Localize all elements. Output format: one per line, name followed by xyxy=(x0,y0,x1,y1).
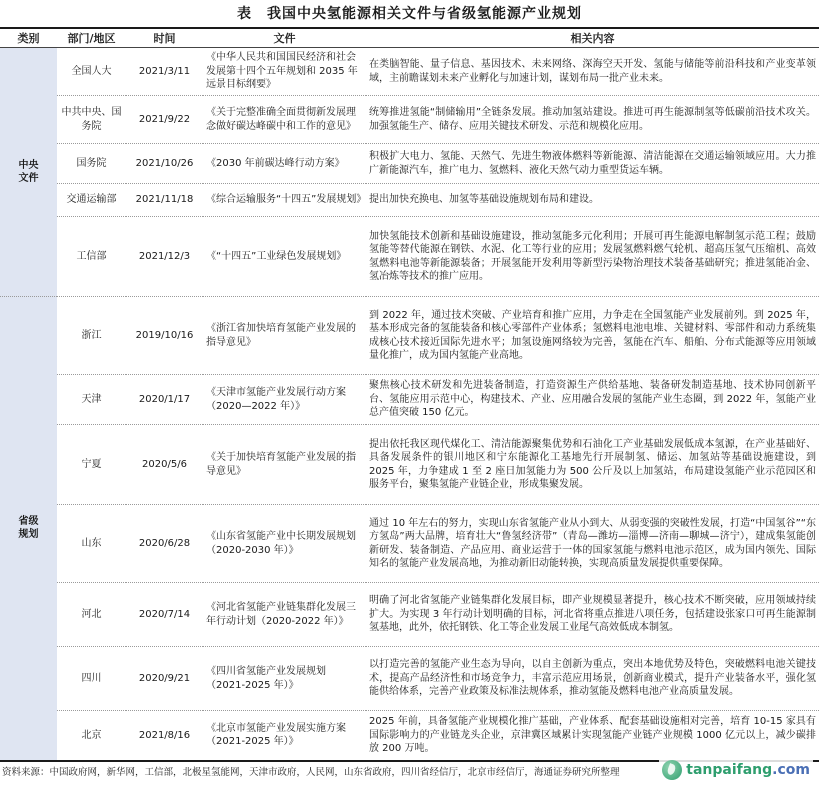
content-cell: 通过 10 年左右的努力，实现山东省氢能产业从小到大、从弱变强的突破性发展，打造“中国氢谷”“东方氢岛”两大品牌，培育壮大“鲁氢经济带”（青岛—潍坊—淄博—济南—聊城—济宁），建成集氢能创新研发、装备制造、产品应用、商业运营于一体的国家氢能与燃料电池示范区，成为国内领先、国际知名的氢能产业发展高地，为推动新旧动能转换，实现高质量发展提供重要保障。 xyxy=(366,505,819,583)
table-row xyxy=(0,144,819,184)
date-cell: 2019/10/16 xyxy=(126,297,203,375)
date-cell: 2021/9/22 xyxy=(126,96,203,144)
content-cell: 到 2022 年，通过技术突破、产业培育和推广应用，力争走在全国氢能产业发展前列。到 2025 年，基本形成完备的氢能装备和核心零部件产业体系；氢燃料电池电堆、关键材料、零部件和动力系统集成核心技术接近国际先进水平；加氢设施网络较为完善，氢能在汽车、船舶、分布式能源等应用领域量化推广，成为国内氢能产业高地。 xyxy=(366,297,819,375)
region-cell: 宁夏 xyxy=(57,425,126,505)
content-cell: 提出依托我区现代煤化工、清洁能源聚集优势和石油化工产业基础发展低成本氢源，在产业基础好、具备发展条件的银川地区和宁东能源化工基地先行开展制氢、储运、加氢站等基础设施建设，到 2025 年，力争建成 1 至 2 座日加氢能力为 500 公斤及以上加氢站，布局建设氢能产业示范园区和服务平台，聚集氢能产业链企业，形成集聚发展。 xyxy=(366,425,819,505)
leaf-logo-icon xyxy=(662,760,682,780)
date-cell: 2020/6/28 xyxy=(126,505,203,583)
table-row xyxy=(0,217,819,297)
category-provincial: 省级 规划 xyxy=(0,297,57,761)
date-cell: 2020/7/14 xyxy=(126,583,203,647)
document-cell: 《关于加快培育氢能产业发展的指导意见》 xyxy=(203,425,366,505)
watermark xyxy=(659,758,813,782)
document-cell: 《天津市氢能产业发展行动方案（2020—2022 年）》 xyxy=(203,375,366,425)
region-cell: 中共中央、国务院 xyxy=(57,96,126,144)
header-document: 文件 xyxy=(203,28,366,48)
document-cell: 《“十四五”工业绿色发展规划》 xyxy=(203,217,366,297)
category-central: 中央 文件 xyxy=(0,48,57,297)
watermark-domain: .com xyxy=(772,762,810,778)
watermark-main: tanpaifang xyxy=(686,762,773,778)
region-cell: 北京 xyxy=(57,711,126,761)
document-cell: 《关于完整准确全面贯彻新发展理念做好碳达峰碳中和工作的意见》 xyxy=(203,96,366,144)
date-cell: 2021/8/16 xyxy=(126,711,203,761)
date-cell: 2020/1/17 xyxy=(126,375,203,425)
content-cell: 统筹推进氢能“制储输用”全链条发展。推动加氢站建设。推进可再生能源制氢等低碳前沿技术攻关。加强氢能生产、储存、应用关键技术研发、示范和规模化应用。 xyxy=(366,96,819,144)
table-title: 表 我国中央氢能源相关文件与省级氢能源产业规划 xyxy=(237,6,582,22)
table-row xyxy=(0,505,819,583)
document-cell: 《四川省氢能产业发展规划（2021-2025 年）》 xyxy=(203,647,366,711)
table-row xyxy=(0,375,819,425)
content-cell: 提出加快充换电、加氢等基础设施规划布局和建设。 xyxy=(366,184,819,217)
document-cell: 《中华人民共和国国民经济和社会发展第十四个五年规划和 2035 年远景目标纲要》 xyxy=(203,48,366,96)
header-category: 类别 xyxy=(0,28,57,48)
region-cell: 河北 xyxy=(57,583,126,647)
date-cell: 2021/10/26 xyxy=(126,144,203,184)
date-cell: 2020/9/21 xyxy=(126,647,203,711)
table-row xyxy=(0,425,819,505)
region-cell: 山东 xyxy=(57,505,126,583)
region-cell: 国务院 xyxy=(57,144,126,184)
document-cell: 《综合运输服务“十四五”发展规划》 xyxy=(203,184,366,217)
region-cell: 浙江 xyxy=(57,297,126,375)
date-cell: 2020/5/6 xyxy=(126,425,203,505)
date-cell: 2021/11/18 xyxy=(126,184,203,217)
region-cell: 交通运输部 xyxy=(57,184,126,217)
content-cell: 聚焦核心技术研发和先进装备制造，打造资源生产供给基地、装备研发制造基地、技术协同创新平台、氢能应用示范中心，构建技术、产业、应用融合发展的氢能产业生态圈，到 2022 年，氢能产业总产值突破 150 亿元。 xyxy=(366,375,819,425)
table-row xyxy=(0,297,819,375)
region-cell: 工信部 xyxy=(57,217,126,297)
document-cell: 《山东省氢能产业中长期发展规划（2020-2030 年）》 xyxy=(203,505,366,583)
table-row xyxy=(0,711,819,761)
region-cell: 天津 xyxy=(57,375,126,425)
region-cell: 全国人大 xyxy=(57,48,126,96)
document-cell: 《河北省氢能产业链集群化发展三年行动计划（2020-2022 年）》 xyxy=(203,583,366,647)
header-region: 部门/地区 xyxy=(57,28,126,48)
table-row xyxy=(0,48,819,96)
table-row xyxy=(0,96,819,144)
date-cell: 2021/12/3 xyxy=(126,217,203,297)
content-cell: 加快氢能技术创新和基础设施建设，推动氢能多元化利用；开展可再生能源电解制氢示范工程；鼓励氢能等替代能源在钢铁、水泥、化工等行业的应用；发展氢燃料燃气轮机、超高压氢气压缩机、高效氢燃料电池等新能源装备；开展氢能开发利用等新型污染物治理技术装备基础研究；推进氢能冶金、氢冶炼等技术的推广应用。 xyxy=(366,217,819,297)
table-row xyxy=(0,184,819,217)
header-date: 时间 xyxy=(126,28,203,48)
content-cell: 在类脑智能、量子信息、基因技术、未来网络、深海空天开发、氢能与储能等前沿科技和产业变革领域，主前瞻谋划未来产业孵化与加速计划，谋划布局一批产业未来。 xyxy=(366,48,819,96)
document-cell: 《北京市氢能产业发展实施方案（2021-2025 年）》 xyxy=(203,711,366,761)
content-cell: 明确了河北省氢能产业链集群化发展目标，即产业规模显著提升，核心技术不断突破，应用领域持续扩大。为实现 3 年行动计划明确的目标，河北省将重点推进八项任务，包括建设张家口可再生能源制氢基地，此外，依托钢铁、化工等企业发展工业尾气高效低成本制氢。 xyxy=(366,583,819,647)
document-cell: 《2030 年前碳达峰行动方案》 xyxy=(203,144,366,184)
content-cell: 2025 年前，具备氢能产业规模化推广基础，产业体系、配套基础设施相对完善，培育 10-15 家具有国际影响力的产业链龙头企业，京津冀区域累计实现氢能产业链产业规模 1000 亿元以上，减少碳排放 200 万吨。 xyxy=(366,711,819,761)
date-cell: 2021/3/11 xyxy=(126,48,203,96)
watermark-text xyxy=(686,762,810,778)
table-header-row xyxy=(0,28,819,48)
table-row xyxy=(0,647,819,711)
source-note: 资料来源：中国政府网，新华网，工信部，北极星氢能网，天津市政府，人民网，山东省政府，四川省经信厅，北京市经信厅，海通证券研究所整理 xyxy=(2,767,620,778)
policy-table xyxy=(0,27,819,762)
table-row xyxy=(0,583,819,647)
header-content: 相关内容 xyxy=(366,28,819,48)
region-cell: 四川 xyxy=(57,647,126,711)
content-cell: 以打造完善的氢能产业生态为导向，以自主创新为重点，突出本地优势及特色，突破燃料电池关键技术，提高产品经济性和市场竞争力，丰富示范应用场景，创新商业模式，提升产业装备水平，强化氢能供给体系，完善产业政策及标准法规体系，推动氢能及燃料电池产业高质量发展。 xyxy=(366,647,819,711)
content-cell: 积极扩大电力、氢能、天然气、先进生物液体燃料等新能源、清洁能源在交通运输领域应用。大力推广新能源汽车，推广电力、氢燃料、液化天然气动力重型货运车辆。 xyxy=(366,144,819,184)
document-cell: 《浙江省加快培育氢能产业发展的指导意见》 xyxy=(203,297,366,375)
